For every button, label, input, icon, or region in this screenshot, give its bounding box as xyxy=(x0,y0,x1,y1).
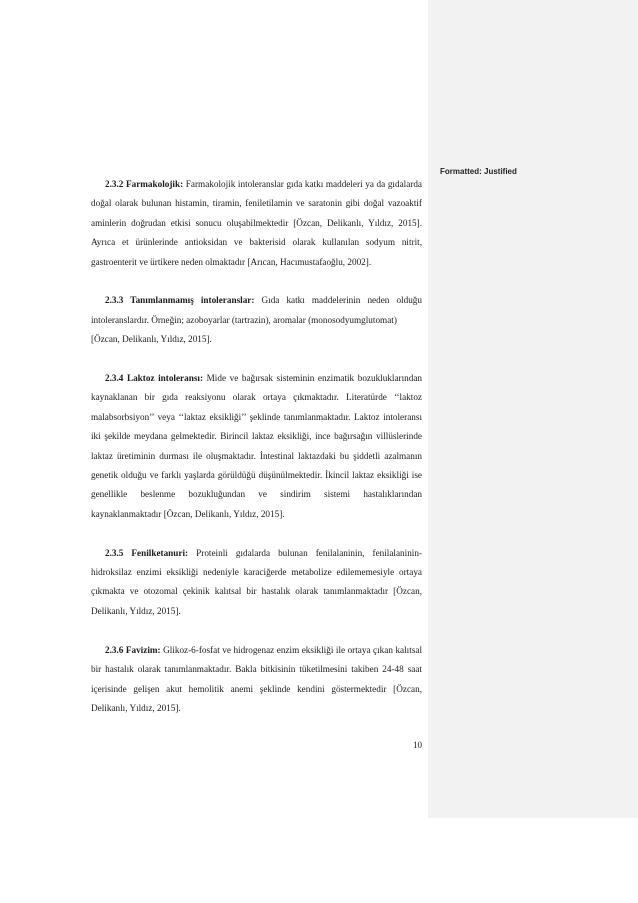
formatting-comment[interactable]: Formatted: Justified xyxy=(440,167,517,176)
section-heading: 2.3.3 Tanımlanmamış intoleranslar: xyxy=(105,295,255,306)
section-favizim xyxy=(91,641,422,719)
section-text-tail: [Özcan, Delikanlı, Yıldız, 2015]. xyxy=(91,334,212,345)
section-text: Glikoz-6-fosfat ve hidrogenaz enzim eksikliği ile ortaya çıkan kalıtsal bir hastalık olarak tanımlanmaktadır. Bakla bitkisinin tüketilmesini takiben 24-48 saat içerisinde gelişen akut hemolitik anemi şeklinde kendini göstermektedir [Özcan, Delikanlı, Yıldız, 2015]. xyxy=(91,644,422,713)
section-heading: 2.3.2 Farmakolojik: xyxy=(105,179,184,189)
section-text: Proteinli gıdalarda bulunan fenilalaninin, fenilalaninin-hidroksilaz enzimi eksikliği nedeniyle karaciğerde metabolize edilememesiyle ortaya çıkmakta ve otozomal çekinik kalıtsal bir hastalık olarak tanımlanmaktadır [Özcan, Delikanlı, Yıldız, 2015]. xyxy=(91,547,423,616)
page-number: 10 xyxy=(413,740,422,750)
document-body xyxy=(91,175,422,738)
section-heading: 2.3.6 Favizim: xyxy=(105,644,161,655)
section-fenilketanuri xyxy=(91,544,422,622)
section-text: Gıda katkı maddelerinin neden olduğu intoleranslardır. Örneğin; azoboyarlar (tartrazin), aromalar (monosodyumglutomat) xyxy=(91,295,422,325)
comment-pane xyxy=(428,0,638,818)
section-text: Farmakolojik intoleranslar gıda katkı maddeleri ya da gıdalarda doğal olarak bulunan histamin, tiramin, feniletilamin ve saratonin gibi doğal vazoaktif aminlerin doğrudan etkisi sonucu oluşabilmektedir [Özcan, Delikanlı, Yıldız, 2015]. Ayrıca et ürünlerinde antioksidan ve bakterisid olarak kullanılan sodyum nitrit, gastroenterit ve ürtikere neden olmaktadır [Arıcan, Hacımustafaoğlu, 2002]. xyxy=(91,179,423,267)
section-tanimlanmamis xyxy=(91,291,422,349)
section-heading: 2.3.4 Laktoz intoleransı: xyxy=(105,373,204,384)
section-laktoz xyxy=(91,369,422,524)
section-text: Mide ve bağırsak sisteminin enzimatik bozukluklarından kaynaklanan bir gıda reaksiyonu olarak ortaya çıkmaktadır. Literatürde ‘‘laktoz malabsorbsiyon’’ veya ‘‘laktaz eksikliği’’ şeklinde tanımlanmaktadır. Laktoz intoleransı iki şekilde meydana gelmektedir. Birincil laktaz eksikliği, ince bağırsağın villüslerinde laktaz üretiminin durması ile oluşmaktadır. İntestinal laktazdaki bu şiddetli azalmanın genetik olduğu ve farklı yaşlarda görüldüğü düşünülmektedir. İkincil laktaz eksikliği ise genellikle beslenme bozukluğundan ve sindirim sistemi hastalıklarından kaynaklanmaktadır [Özcan, Delikanlı, Yıldız, 2015]. xyxy=(91,373,423,519)
section-heading: 2.3.5 Fenilketanuri: xyxy=(105,547,189,558)
section-farmakolojik xyxy=(91,175,422,272)
